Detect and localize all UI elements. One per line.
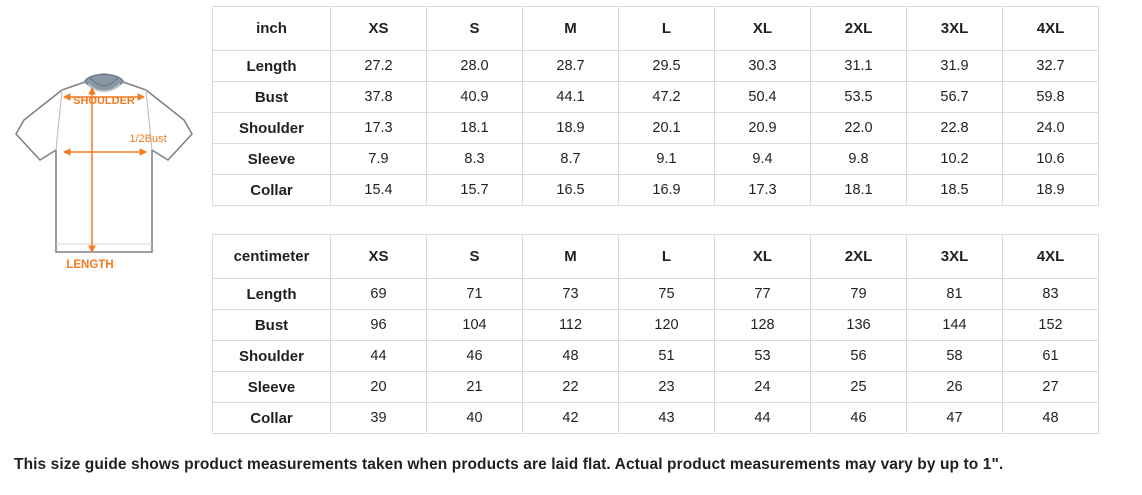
cell-length-xl: 77 [715,279,811,310]
cell-length-m: 73 [523,279,619,310]
cell-shoulder-l: 51 [619,341,715,372]
cell-bust-l: 47.2 [619,82,715,113]
cell-collar-2xl: 18.1 [811,175,907,206]
cell-sleeve-m: 8.7 [523,144,619,175]
length-label: LENGTH [66,259,114,271]
cell-shoulder-3xl: 58 [907,341,1003,372]
cell-collar-s: 15.7 [427,175,523,206]
cell-shoulder-3xl: 22.8 [907,113,1003,144]
cell-sleeve-3xl: 10.2 [907,144,1003,175]
cell-length-2xl: 31.1 [811,51,907,82]
column-header-s: S [427,235,523,279]
size-table-centimeter [212,234,1099,434]
cell-sleeve-m: 22 [523,372,619,403]
column-header-2xl: 2XL [811,235,907,279]
cell-bust-2xl: 53.5 [811,82,907,113]
cell-bust-4xl: 152 [1003,310,1099,341]
row-label-bust: Bust [213,310,331,341]
cell-length-xl: 30.3 [715,51,811,82]
size-tables [212,6,1098,434]
row-label-sleeve: Sleeve [213,144,331,175]
cell-sleeve-s: 8.3 [427,144,523,175]
cell-shoulder-xs: 17.3 [331,113,427,144]
cell-sleeve-l: 23 [619,372,715,403]
column-header-xl: XL [715,7,811,51]
row-label-bust: Bust [213,82,331,113]
column-header-m: M [523,235,619,279]
column-header-4xl: 4XL [1003,235,1099,279]
cell-sleeve-xs: 7.9 [331,144,427,175]
cell-bust-xl: 50.4 [715,82,811,113]
cell-bust-s: 104 [427,310,523,341]
cell-bust-l: 120 [619,310,715,341]
cell-length-l: 29.5 [619,51,715,82]
half-bust-label: 1/2Bust [129,133,167,145]
table-row [213,144,1099,175]
table-row [213,341,1099,372]
cell-collar-m: 42 [523,403,619,434]
cell-bust-m: 44.1 [523,82,619,113]
cell-shoulder-xl: 53 [715,341,811,372]
cell-collar-xs: 39 [331,403,427,434]
column-header-s: S [427,7,523,51]
cell-sleeve-3xl: 26 [907,372,1003,403]
table-row [213,403,1099,434]
row-label-length: Length [213,279,331,310]
cell-collar-2xl: 46 [811,403,907,434]
cell-length-s: 71 [427,279,523,310]
cell-length-s: 28.0 [427,51,523,82]
cell-shoulder-s: 46 [427,341,523,372]
table-header-row [213,235,1099,279]
cell-shoulder-m: 18.9 [523,113,619,144]
table-row [213,113,1099,144]
table-row [213,310,1099,341]
cell-bust-3xl: 144 [907,310,1003,341]
cell-bust-3xl: 56.7 [907,82,1003,113]
cell-sleeve-xs: 20 [331,372,427,403]
table-row [213,82,1099,113]
cell-shoulder-xl: 20.9 [715,113,811,144]
cell-length-4xl: 83 [1003,279,1099,310]
row-label-shoulder: Shoulder [213,113,331,144]
cell-shoulder-2xl: 22.0 [811,113,907,144]
table-row [213,372,1099,403]
cell-sleeve-4xl: 10.6 [1003,144,1099,175]
cell-bust-xs: 37.8 [331,82,427,113]
column-header-l: L [619,7,715,51]
column-header-3xl: 3XL [907,235,1003,279]
unit-header: inch [213,7,331,51]
row-label-sleeve: Sleeve [213,372,331,403]
cell-collar-4xl: 48 [1003,403,1099,434]
cell-bust-xs: 96 [331,310,427,341]
cell-shoulder-4xl: 61 [1003,341,1099,372]
cell-length-m: 28.7 [523,51,619,82]
cell-bust-2xl: 136 [811,310,907,341]
column-header-2xl: 2XL [811,7,907,51]
cell-bust-4xl: 59.8 [1003,82,1099,113]
shoulder-label: SHOULDER [73,95,135,107]
column-header-3xl: 3XL [907,7,1003,51]
cell-sleeve-2xl: 25 [811,372,907,403]
tshirt-measurement-diagram [0,0,212,300]
unit-header: centimeter [213,235,331,279]
table-row [213,279,1099,310]
column-header-m: M [523,7,619,51]
cell-collar-3xl: 47 [907,403,1003,434]
cell-length-l: 75 [619,279,715,310]
table-header-row [213,7,1099,51]
cell-sleeve-2xl: 9.8 [811,144,907,175]
cell-length-3xl: 31.9 [907,51,1003,82]
table-row [213,51,1099,82]
cell-collar-l: 43 [619,403,715,434]
cell-collar-xs: 15.4 [331,175,427,206]
column-header-4xl: 4XL [1003,7,1099,51]
cell-length-4xl: 32.7 [1003,51,1099,82]
size-table-inch [212,6,1099,206]
cell-bust-s: 40.9 [427,82,523,113]
cell-collar-l: 16.9 [619,175,715,206]
cell-collar-m: 16.5 [523,175,619,206]
row-label-collar: Collar [213,175,331,206]
cell-shoulder-2xl: 56 [811,341,907,372]
table-row [213,175,1099,206]
cell-sleeve-s: 21 [427,372,523,403]
column-header-xs: XS [331,235,427,279]
cell-shoulder-xs: 44 [331,341,427,372]
cell-sleeve-xl: 9.4 [715,144,811,175]
cell-collar-xl: 44 [715,403,811,434]
cell-collar-4xl: 18.9 [1003,175,1099,206]
cell-sleeve-xl: 24 [715,372,811,403]
column-header-l: L [619,235,715,279]
cell-length-3xl: 81 [907,279,1003,310]
row-label-shoulder: Shoulder [213,341,331,372]
cell-shoulder-s: 18.1 [427,113,523,144]
row-label-length: Length [213,51,331,82]
cell-bust-m: 112 [523,310,619,341]
cell-length-xs: 27.2 [331,51,427,82]
cell-collar-s: 40 [427,403,523,434]
row-label-collar: Collar [213,403,331,434]
cell-shoulder-m: 48 [523,341,619,372]
table-spacer [212,206,1098,234]
cell-sleeve-4xl: 27 [1003,372,1099,403]
cell-sleeve-l: 9.1 [619,144,715,175]
column-header-xl: XL [715,235,811,279]
cell-bust-xl: 128 [715,310,811,341]
cell-length-xs: 69 [331,279,427,310]
size-guide-footnote: This size guide shows product measurements taken when products are laid flat. Actual product measurements may vary by up to 1". [14,456,1004,473]
cell-shoulder-4xl: 24.0 [1003,113,1099,144]
cell-collar-xl: 17.3 [715,175,811,206]
cell-length-2xl: 79 [811,279,907,310]
column-header-xs: XS [331,7,427,51]
cell-shoulder-l: 20.1 [619,113,715,144]
cell-collar-3xl: 18.5 [907,175,1003,206]
